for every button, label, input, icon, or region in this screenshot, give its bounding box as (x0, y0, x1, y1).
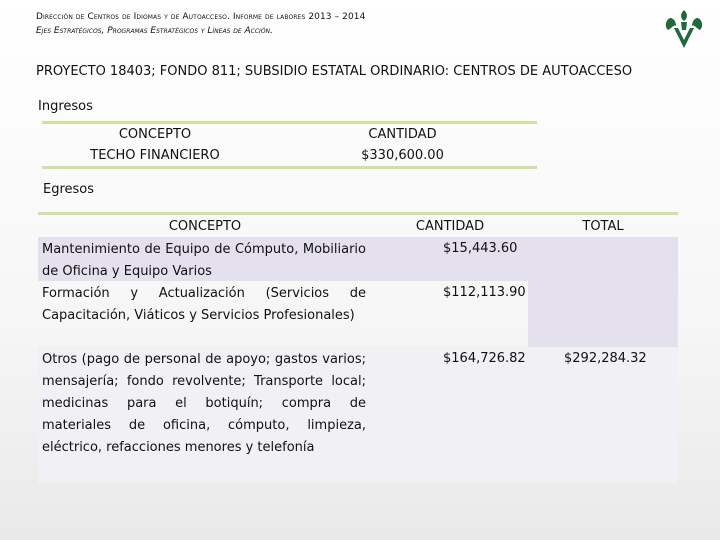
egresos-table (38, 212, 678, 483)
column-header-concepto: CONCEPTO (118, 127, 192, 142)
amount-cell: $112,113.90 (443, 285, 526, 300)
header-title: Dirección de Centros de Idiomas y de Autoacceso. Informe de labores 2013 – 2014 (36, 12, 366, 22)
column-header-cantidad: CANTIDAD (368, 127, 437, 142)
column-header-concepto: CONCEPTO (168, 218, 242, 234)
table-row (38, 281, 528, 347)
ingresos-table (42, 121, 537, 169)
egresos-label: Egresos (43, 182, 95, 197)
column-header-total: TOTAL (582, 218, 624, 234)
header-subtitle: Ejes Estratégicos, Programas Estratégicos y Líneas de Acción. (36, 26, 273, 36)
column-header-cantidad: CANTIDAD (415, 218, 485, 234)
table-row (38, 347, 528, 483)
project-title: PROYECTO 18403; FONDO 811; SUBSIDIO ESTATAL ORDINARIO: CENTROS DE AUTOACCESO (36, 64, 633, 79)
page-header (36, 12, 365, 36)
university-logo-icon (656, 8, 712, 56)
amount-cell: $330,600.00 (361, 148, 444, 163)
concept-cell: Otros (pago de personal de apoyo; gastos varios; mensajería; fondo revolvente; Transporte local; medicinas para el botiquín; compra de materiales de oficina, cómputo, limpieza, eléctrico, refacciones menores y telefonía (42, 352, 366, 455)
concept-cell: TECHO FINANCIERO (90, 148, 220, 163)
amount-cell: $164,726.82 (443, 351, 526, 366)
total-column-shade (528, 347, 678, 483)
egresos-body (38, 237, 678, 483)
concept-cell: Formación y Actualización (Servicios de Capacitación, Viáticos y Servicios Profesionales) (42, 286, 366, 323)
amount-cell: $15,443.60 (443, 241, 518, 256)
table-rule (42, 166, 537, 169)
total-column-shade (528, 237, 678, 347)
concept-cell: Mantenimiento de Equipo de Cómputo, Mobiliario de Oficina y Equipo Varios (42, 242, 366, 279)
ingresos-label: Ingresos (38, 99, 93, 114)
table-row (38, 237, 528, 281)
total-cell: $292,284.32 (564, 351, 647, 366)
table-header-row (42, 124, 537, 145)
table-header-row (38, 215, 678, 237)
table-row (42, 145, 537, 166)
